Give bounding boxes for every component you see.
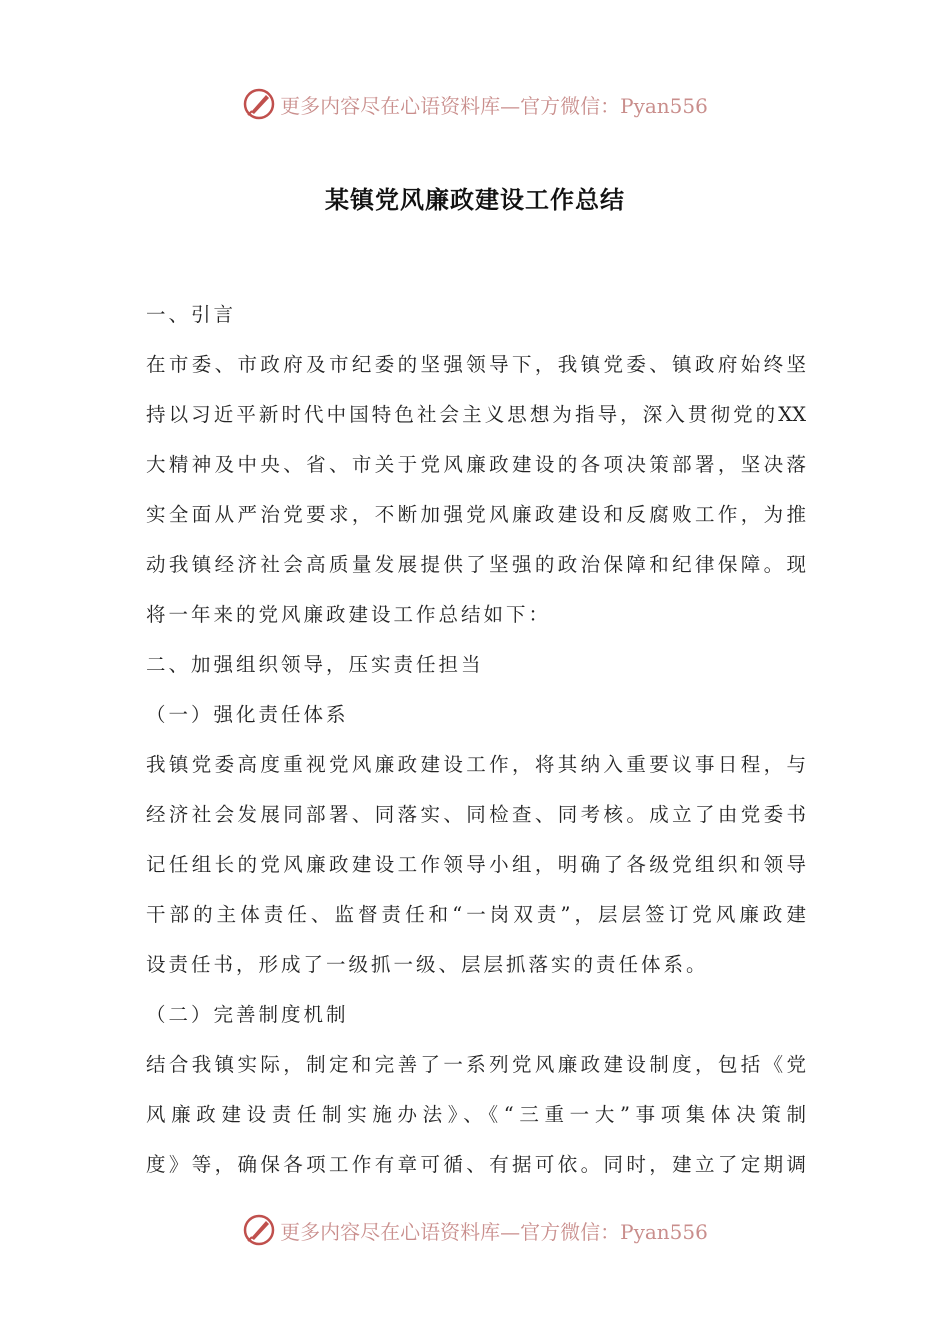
paragraph-line: 持以习近平新时代中国特色社会主义思想为指导，深入贯彻党的XX: [146, 403, 806, 426]
header-watermark: [0, 84, 950, 124]
paragraph-line: 记任组长的党风廉政建设工作领导小组，明确了各级党组织和领导: [146, 853, 806, 876]
watermark-text: 更多内容尽在心语资料库—官方微信：Pyan556: [280, 1219, 708, 1244]
paragraph-line: 动我镇经济社会高质量发展提供了坚强的政治保障和纪律保障。现: [146, 553, 806, 576]
watermark-text: 更多内容尽在心语资料库—官方微信：Pyan556: [280, 93, 708, 118]
quill-logo-icon: [242, 87, 276, 121]
paragraph-line: 风廉政建设责任制实施办法》、《“三重一大”事项集体决策制: [146, 1103, 806, 1126]
paragraph-line: 我镇党委高度重视党风廉政建设工作，将其纳入重要议事日程，与: [146, 753, 806, 776]
paragraph-line: 结合我镇实际，制定和完善了一系列党风廉政建设制度，包括《党: [146, 1053, 806, 1076]
section-heading: 二、加强组织领导，压实责任担当: [146, 653, 484, 676]
subsection-heading: （一）强化责任体系: [146, 703, 349, 726]
paragraph-line: 在市委、市政府及市纪委的坚强领导下，我镇党委、镇政府始终坚: [146, 353, 806, 376]
paragraph-line: 实全面从严治党要求，不断加强党风廉政建设和反腐败工作，为推: [146, 503, 806, 526]
subsection-heading: （二）完善制度机制: [146, 1003, 349, 1026]
document-title: 某镇党风廉政建设工作总结: [325, 185, 625, 214]
paragraph-line: 度》等，确保各项工作有章可循、有据可依。同时，建立了定期调: [146, 1153, 806, 1176]
section-heading: 一、引言: [146, 303, 237, 326]
paragraph-line: 将一年来的党风廉政建设工作总结如下：: [146, 603, 552, 626]
paragraph-line: 大精神及中央、省、市关于党风廉政建设的各项决策部署，坚决落: [146, 453, 806, 476]
quill-logo-icon: [242, 1213, 276, 1247]
paragraph-line: 设责任书，形成了一级抓一级、层层抓落实的责任体系。: [146, 953, 709, 976]
document-body: [146, 290, 806, 1190]
paragraph-line: 干部的主体责任、监督责任和“一岗双责”，层层签订党风廉政建: [146, 903, 806, 926]
footer-watermark: [0, 1210, 950, 1250]
paragraph-line: 经济社会发展同部署、同落实、同检查、同考核。成立了由党委书: [146, 803, 806, 826]
